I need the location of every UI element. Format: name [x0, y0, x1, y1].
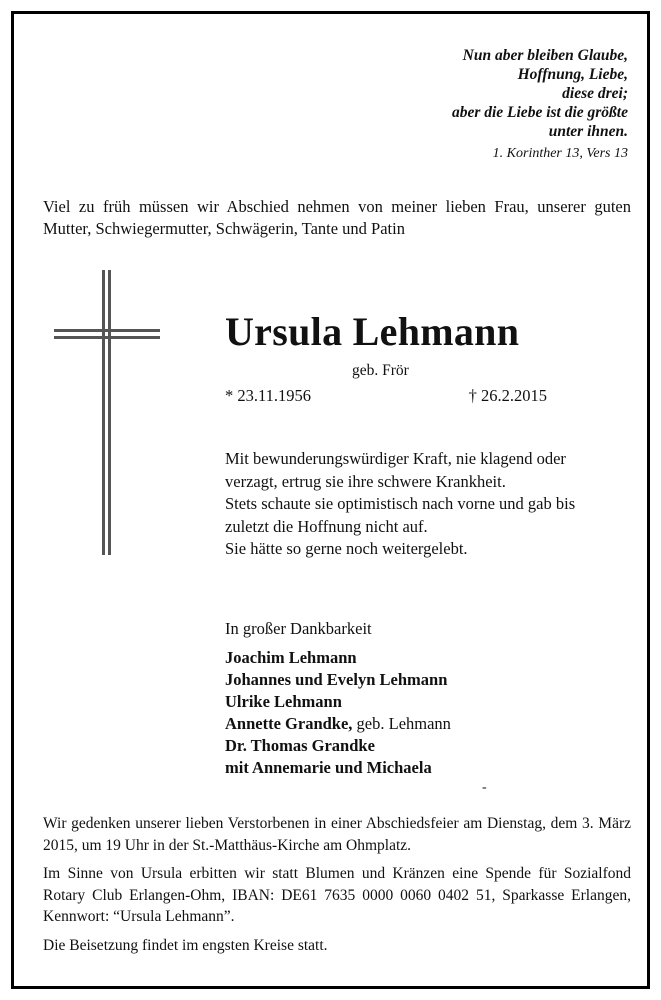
birth-date: * 23.11.1956: [225, 386, 312, 405]
ceremony-notice: Wir gedenken unserer lieben Verstorbenen in einer Abschiedsfeier am Dienstag, dem 3. März 2015, um 19 Uhr in der St.-Matthäus-Kirche am Ohmplatz.: [43, 815, 631, 854]
tribute-line: Stets schaute sie optimistisch nach vorne und gab bis: [225, 494, 576, 513]
mourner: Johannes und Evelyn Lehmann: [225, 670, 448, 689]
death-date: † 26.2.2015: [468, 386, 547, 405]
dash-mark: -: [482, 780, 487, 795]
intro-text: Viel zu früh müssen wir Abschied nehmen von meiner lieben Frau, unserer guten Mutter, Schwiegermutter, Schwägerin, Tante und Patin: [43, 197, 631, 238]
quote-line: Nun aber bleiben Glaube,: [462, 47, 628, 64]
tribute-text: [225, 448, 635, 561]
quote-line: diese drei;: [562, 85, 628, 102]
donation-notice: Im Sinne von Ursula erbitten wir statt Blumen und Kränzen eine Spende für Sozialfond Rotary Club Erlangen-Ohm, IBAN: DE61 7635 0000 0060 0402 51, Sparkasse Erlangen, Kennwort: “Ursula Lehmann”.: [43, 865, 631, 925]
quote-source: 1. Korinther 13, Vers 13: [492, 146, 628, 161]
mourner: mit Annemarie und Michaela: [225, 758, 432, 777]
deceased-name: Ursula Lehmann: [225, 309, 520, 354]
tribute-line: zuletzt die Hoffnung nicht auf.: [225, 516, 428, 536]
quote-line: unter ihnen.: [548, 123, 628, 140]
mourner: Annette Grandke, geb. Lehmann: [225, 714, 451, 733]
bible-quote: [328, 46, 628, 141]
quote-line: Hoffnung, Liebe,: [517, 66, 628, 83]
quote-line: aber die Liebe ist die größte: [451, 104, 628, 121]
mourner: Dr. Thomas Grandke: [225, 736, 375, 755]
mourner: Ulrike Lehmann: [225, 692, 342, 711]
mourner: Joachim Lehmann: [225, 648, 357, 667]
burial-notice: Die Beisetzung findet im engsten Kreise statt.: [43, 937, 328, 954]
tribute-line: Mit bewunderungswürdiger Kraft, nie klagend oder: [225, 449, 566, 468]
thanks-line: In großer Dankbarkeit: [225, 619, 372, 638]
mourners-list: [225, 647, 451, 779]
cross-icon: [52, 270, 162, 555]
maiden-name: geb. Frör: [352, 362, 409, 379]
tribute-line: Sie hätte so gerne noch weitergelebt.: [225, 539, 468, 558]
tribute-line: verzagt, ertrug sie ihre schwere Krankheit.: [225, 471, 506, 491]
